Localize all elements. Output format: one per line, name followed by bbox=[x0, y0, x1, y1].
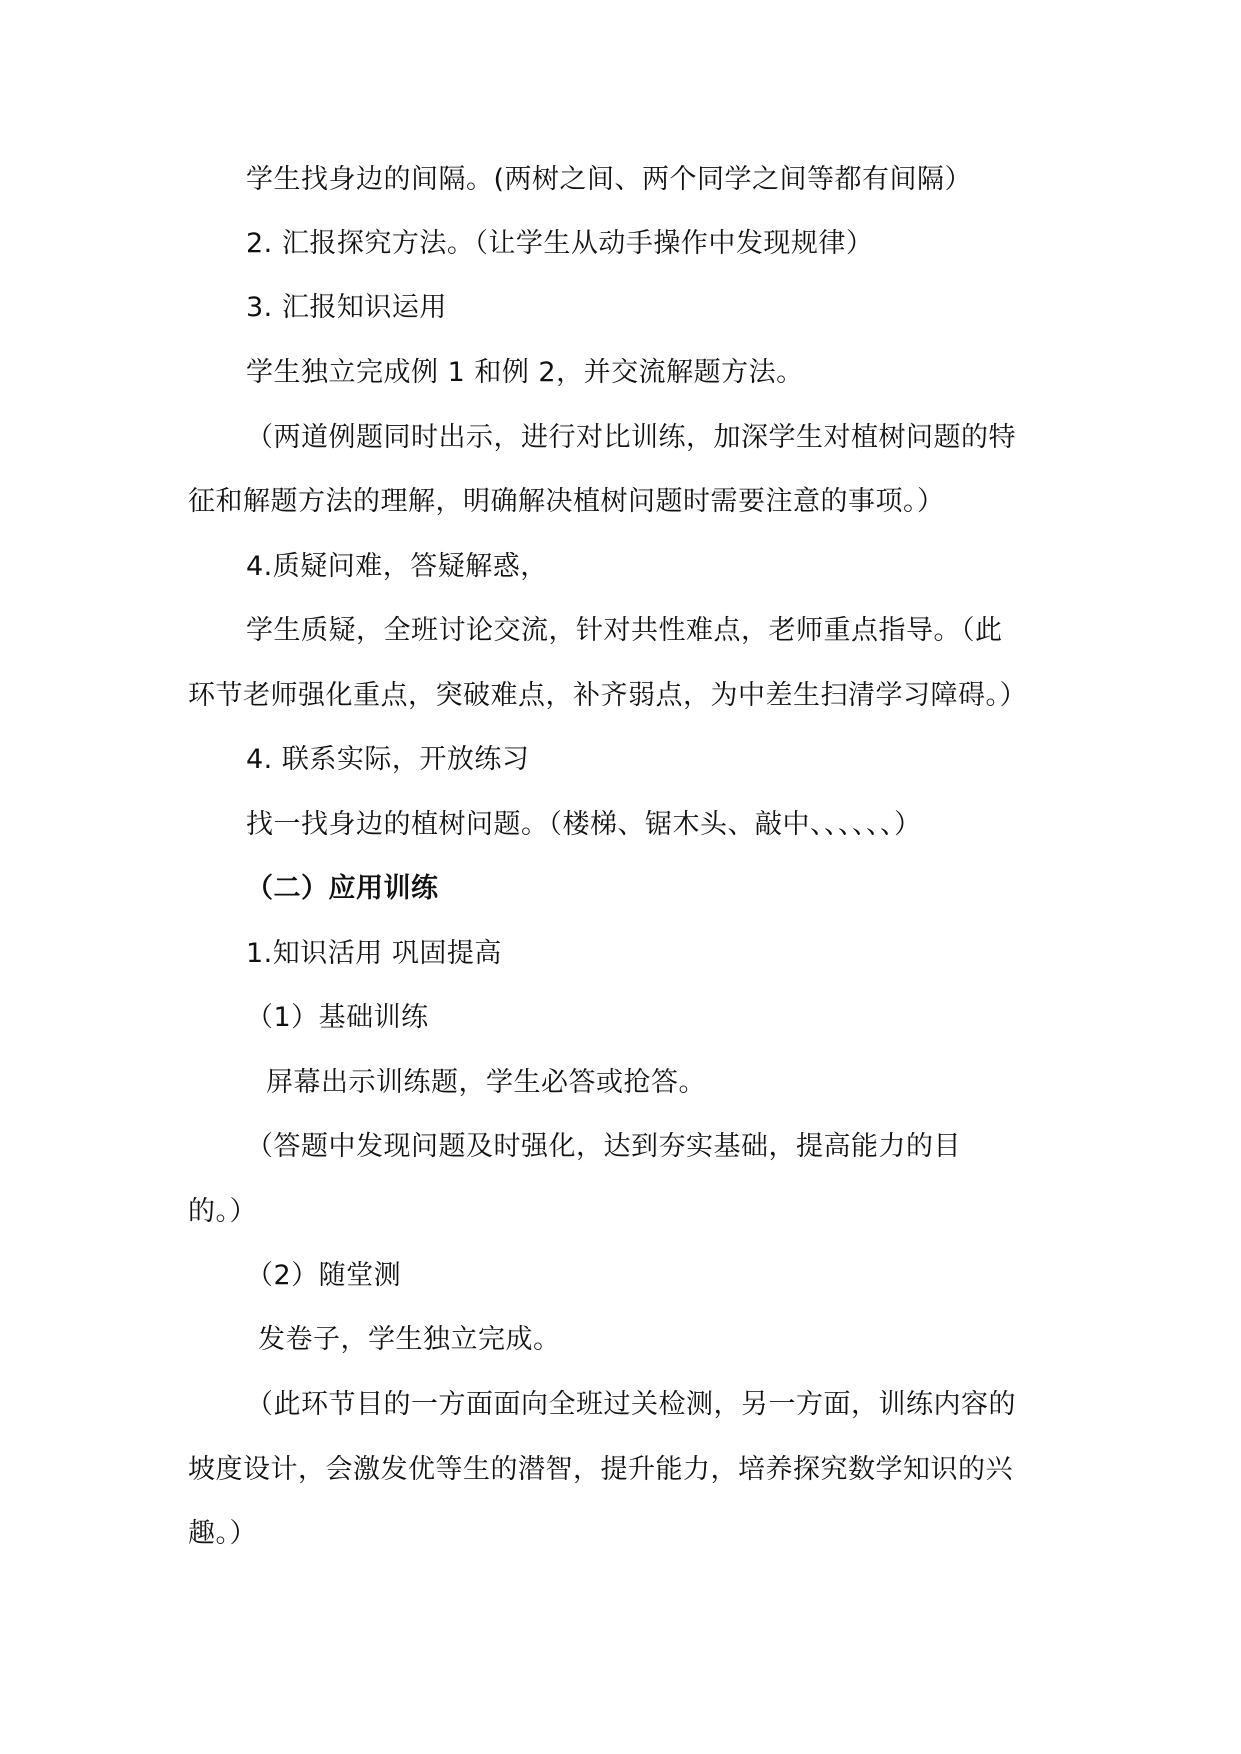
text-line-6: 征和解题方法的理解，明确解决植树问题时需要注意的事项。） bbox=[188, 486, 945, 517]
text-line-17: 的。） bbox=[188, 1196, 257, 1227]
text-line-11: 找一找身边的植树问题。（楼梯、锯木头、敲中、、、、、、） bbox=[246, 809, 922, 840]
text-line-20: （此环节目的一方面面向全班过关检测，另一方面，训练内容的 bbox=[246, 1389, 1016, 1420]
text-line-13: 1.知识活用 巩固提高 bbox=[246, 938, 502, 969]
text-line-3: 3. 汇报知识运用 bbox=[246, 292, 447, 323]
text-line-22: 趣。） bbox=[188, 1518, 257, 1549]
text-line-18: （2）随堂测 bbox=[246, 1260, 402, 1291]
text-line-4: 学生独立完成例 1 和例 2，并交流解题方法。 bbox=[246, 357, 804, 388]
text-line-14: （1）基础训练 bbox=[246, 1002, 429, 1033]
text-line-15: 屏幕出示训练题，学生必答或抢答。 bbox=[266, 1067, 706, 1098]
text-line-9: 环节老师强化重点，突破难点，补齐弱点，为中差生扫清学习障碍。） bbox=[188, 680, 1027, 711]
text-line-8: 学生质疑，全班讨论交流，针对共性难点，老师重点指导。（此 bbox=[246, 615, 1003, 646]
text-line-7: 4.质疑问难，答疑解惑， bbox=[246, 551, 548, 582]
text-line-10: 4. 联系实际，开放练习 bbox=[246, 744, 530, 775]
text-line-2: 2. 汇报探究方法。（让学生从动手操作中发现规律） bbox=[246, 228, 874, 259]
section-heading: （二）应用训练 bbox=[246, 873, 439, 904]
text-line-21: 坡度设计，会激发优等生的潜智，提升能力，培养探究数学知识的兴 bbox=[188, 1454, 1013, 1485]
text-line-19: 发卷子，学生独立完成。 bbox=[258, 1324, 561, 1355]
text-line-5: （两道例题同时出示，进行对比训练，加深学生对植树问题的特 bbox=[246, 422, 1016, 453]
text-line-16: （答题中发现问题及时强化，达到夯实基础，提高能力的目 bbox=[246, 1131, 961, 1162]
text-line-1: 学生找身边的间隔。(两树之间、两个同学之间等都有间隔） bbox=[246, 164, 973, 195]
